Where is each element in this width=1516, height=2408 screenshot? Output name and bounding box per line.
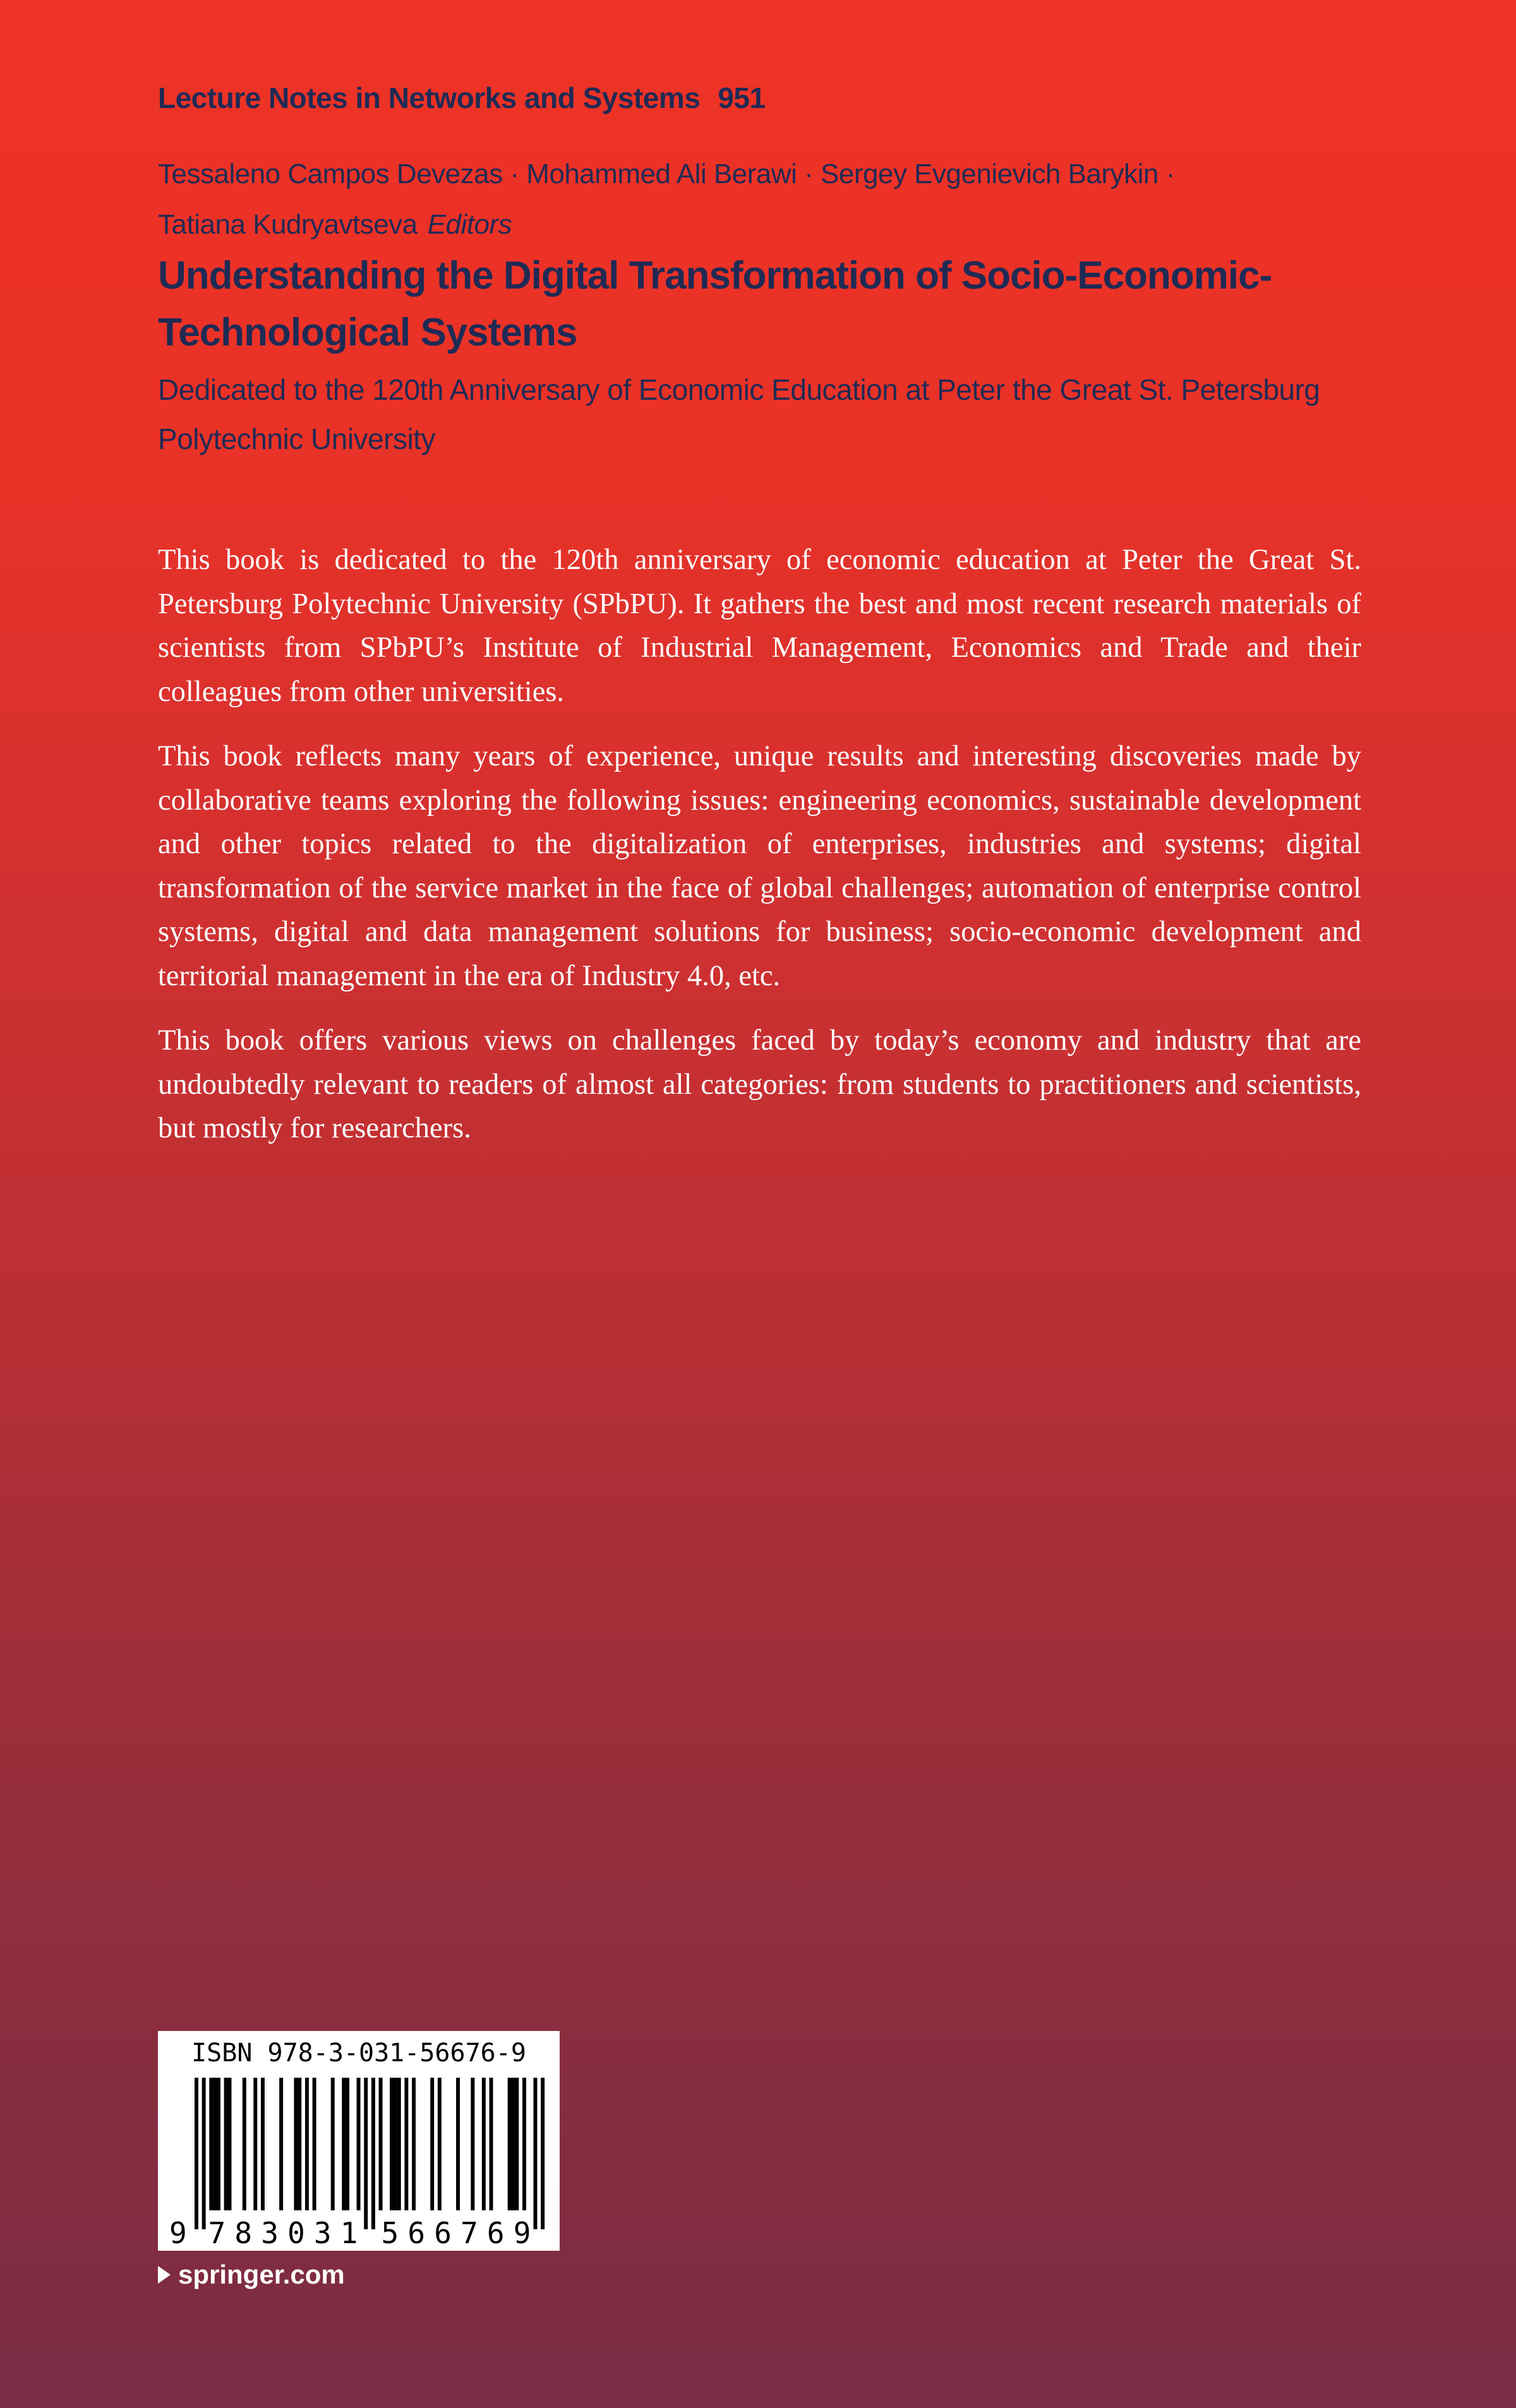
- barcode-bar: [471, 2078, 474, 2210]
- barcode-bar: [217, 2078, 220, 2210]
- barcode-bar: [331, 2078, 335, 2210]
- barcode-digits: 9: [169, 2216, 187, 2246]
- barcode-bar: [379, 2078, 383, 2210]
- barcode-bar: [357, 2078, 361, 2210]
- blurb-paragraph-1: This book is dedicated to the 120th anniversary of economic education at Peter the Great St. Petersburg Polytechnic University (SPbPU). It gathers the best and most recent research materials of scientists from SPbPU’s Institute of Industrial Management, Economics and Trade and their colleagues from other universities.: [158, 544, 1361, 708]
- barcode-bar: [342, 2078, 346, 2210]
- barcode-bar: [261, 2078, 265, 2210]
- barcode-digits: 566769: [381, 2216, 531, 2246]
- blurb-paragraph-3: This book offers various views on challenges faced by today’s economy and industry that are undoubtedly relevant to readers of almost all categories: from students to practitioners and scientists, but mostly for researchers.: [158, 1024, 1361, 1144]
- barcode-bar: [412, 2078, 416, 2210]
- barcode-bar: [490, 2078, 493, 2210]
- triangle-right-icon: [158, 2266, 171, 2284]
- barcode-bar: [456, 2078, 460, 2210]
- blurb: [158, 538, 1361, 1171]
- barcode-bar: [213, 2078, 217, 2210]
- book-subtitle-line1: Dedicated to the 120th Anniversary of Economic Education at Peter the Great St. Petersburg: [158, 373, 1320, 406]
- back-cover: [158, 0, 1364, 2408]
- barcode-bar: [541, 2078, 544, 2229]
- barcode-bar: [404, 2078, 408, 2210]
- isbn-label: ISBN 978-3-031-56676-9: [191, 2039, 526, 2068]
- book-subtitle-line2: Polytechnic University: [158, 422, 435, 455]
- publisher-link[interactable]: [158, 2260, 345, 2290]
- barcode-bar: [305, 2078, 309, 2210]
- barcode-bar: [394, 2078, 397, 2210]
- barcode-bar: [390, 2078, 394, 2210]
- book-title: [158, 248, 1364, 361]
- barcode-bar: [430, 2078, 434, 2210]
- barcode-bar: [243, 2078, 246, 2210]
- barcode-bar: [224, 2078, 228, 2210]
- barcode-bar: [294, 2078, 298, 2210]
- barcode-digits: 783031: [208, 2216, 358, 2246]
- barcode-bar: [482, 2078, 486, 2210]
- barcode-bar: [438, 2078, 442, 2210]
- barcode-bar: [195, 2078, 198, 2229]
- barcode-bar: [209, 2078, 213, 2210]
- editors-role: Editors: [427, 209, 512, 240]
- barcode-bar: [313, 2078, 316, 2210]
- book-subtitle: [158, 365, 1364, 464]
- series-line: [158, 81, 766, 115]
- barcode-bar: [515, 2078, 519, 2210]
- barcode-bar: [227, 2078, 231, 2210]
- barcode-bar: [371, 2078, 375, 2229]
- book-title-line2: Technological Systems: [158, 311, 577, 354]
- publisher-link-text[interactable]: springer.com: [178, 2260, 345, 2289]
- barcode-bar: [202, 2078, 206, 2229]
- barcode-bar: [298, 2078, 301, 2210]
- barcode: [167, 2078, 551, 2246]
- barcode-bar: [512, 2078, 515, 2210]
- series-volume: 951: [718, 81, 766, 114]
- barcode-bar: [522, 2078, 526, 2210]
- isbn-barcode-box: [158, 2031, 560, 2251]
- barcode-bar: [534, 2078, 538, 2229]
- editors-names-line2: Tatiana Kudryavtseva: [158, 209, 418, 240]
- barcode-bar: [508, 2078, 512, 2210]
- blurb-paragraph-2: This book reflects many years of experience, unique results and interesting discoveries made by collaborative teams exploring the following issues: engineering economics, sustainable development and other topics related to the digitalization of enterprises, industries and systems; digital transformation of the service market in the face of global challenges; automation of enterprise control systems, digital and data management solutions for business; socio-economic development and territorial management in the era of Industry 4.0, etc.: [158, 740, 1361, 992]
- editors-names-line1: Tessaleno Campos Devezas · Mohammed Ali Berawi · Sergey Evgenievich Barykin ·: [158, 159, 1175, 189]
- barcode-bar: [253, 2078, 257, 2210]
- barcode-bar: [346, 2078, 349, 2210]
- barcode-bar: [397, 2078, 401, 2210]
- barcode-bar: [279, 2078, 283, 2210]
- barcode-bar: [364, 2078, 368, 2229]
- series-name: Lecture Notes in Networks and Systems: [158, 81, 701, 114]
- editors: [158, 149, 1364, 250]
- book-title-line1: Understanding the Digital Transformation of Socio-Economic-: [158, 254, 1272, 297]
